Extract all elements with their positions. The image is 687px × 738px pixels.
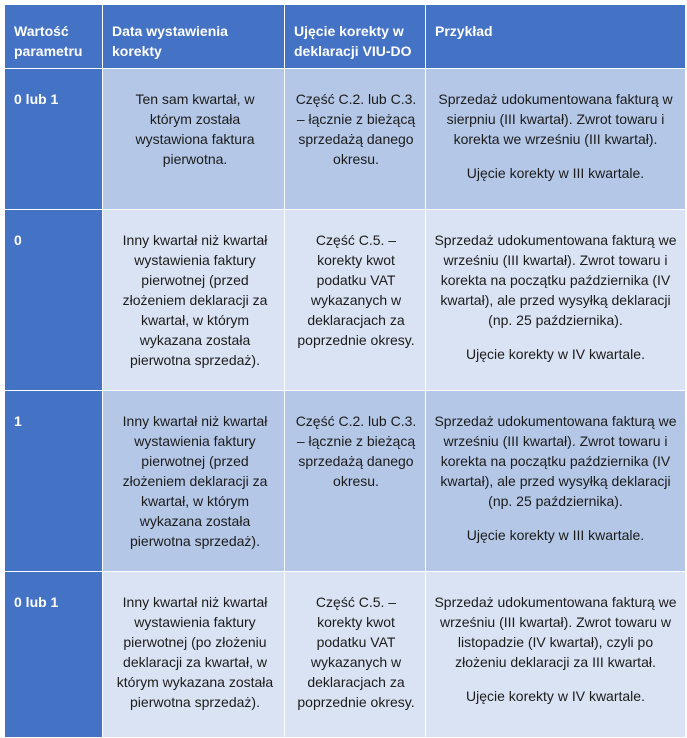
- header-example: Przykład: [426, 5, 686, 69]
- table-row: [5, 210, 686, 391]
- date-cell: Inny kwartał niż kwartał wystawienia faktury pierwotnej (po złożeniu deklaracji za kwartał, w którym wykazana została pierwotna sprzedaż).: [103, 572, 285, 738]
- declaration-cell: Część C.2. lub C.3. – łącznie z bieżącą sprzedażą danego okresu.: [285, 69, 426, 210]
- declaration-cell: Część C.5. – korekty kwot podatku VAT wykazanych w deklaracjach za poprzednie okresy.: [285, 572, 426, 738]
- example-note: Ujęcie korekty w III kwartale.: [466, 527, 645, 543]
- example-cell: [426, 391, 686, 572]
- date-cell: Inny kwartał niż kwartał wystawienia faktury pierwotnej (przed złożeniem deklaracji za kwartał, w którym wykazana została pierwotna sprzedaż).: [103, 391, 285, 572]
- param-cell: 0: [5, 210, 103, 391]
- header-row: [5, 5, 686, 69]
- example-text: Sprzedaż udokumentowana fakturą w sierpniu (III kwartał). Zwrot towaru i korekta we wrześniu (III kwartał).: [438, 91, 673, 147]
- table-row: [5, 69, 686, 210]
- date-cell: Inny kwartał niż kwartał wystawienia faktury pierwotnej (przed złożeniem deklaracji za kwartał, w którym wykazana została pierwotna sprzedaż).: [103, 210, 285, 391]
- example-note: Ujęcie korekty w IV kwartale.: [466, 688, 645, 704]
- header-param: Wartość parametru: [5, 5, 103, 69]
- param-cell: 0 lub 1: [5, 69, 103, 210]
- example-cell: [426, 69, 686, 210]
- date-cell: Ten sam kwartał, w którym została wystawiona faktura pierwotna.: [103, 69, 285, 210]
- header-date: Data wystawienia korekty: [103, 5, 285, 69]
- example-text: Sprzedaż udokumentowana fakturą we wrześniu (III kwartał). Zwrot towaru w listopadzie (IV kwartał), czyli po złożeniu deklaracji za III kwartał.: [434, 594, 677, 670]
- header-declaration: Ujęcie korekty w deklaracji VIU-DO: [285, 5, 426, 69]
- viu-do-correction-table: [4, 4, 686, 738]
- table-row: [5, 391, 686, 572]
- param-cell: 0 lub 1: [5, 572, 103, 738]
- example-note: Ujęcie korekty w IV kwartale.: [466, 346, 645, 362]
- table-row: [5, 572, 686, 738]
- example-cell: [426, 210, 686, 391]
- example-cell: [426, 572, 686, 738]
- example-note: Ujęcie korekty w III kwartale.: [466, 165, 645, 181]
- example-text: Sprzedaż udokumentowana fakturą we wrześniu (III kwartał). Zwrot towaru i korekta na początku października (IV kwartał), ale przed wysyłką deklaracji (np. 25 października).: [434, 413, 677, 509]
- declaration-cell: Część C.5. – korekty kwot podatku VAT wykazanych w deklaracjach za poprzednie okresy.: [285, 210, 426, 391]
- declaration-cell: Część C.2. lub C.3. – łącznie z bieżącą sprzedażą danego okresu.: [285, 391, 426, 572]
- example-text: Sprzedaż udokumentowana fakturą we wrześniu (III kwartał). Zwrot towaru i korekta na początku października (IV kwartał), ale przed wysyłką deklaracji (np. 25 października).: [434, 232, 677, 328]
- param-cell: 1: [5, 391, 103, 572]
